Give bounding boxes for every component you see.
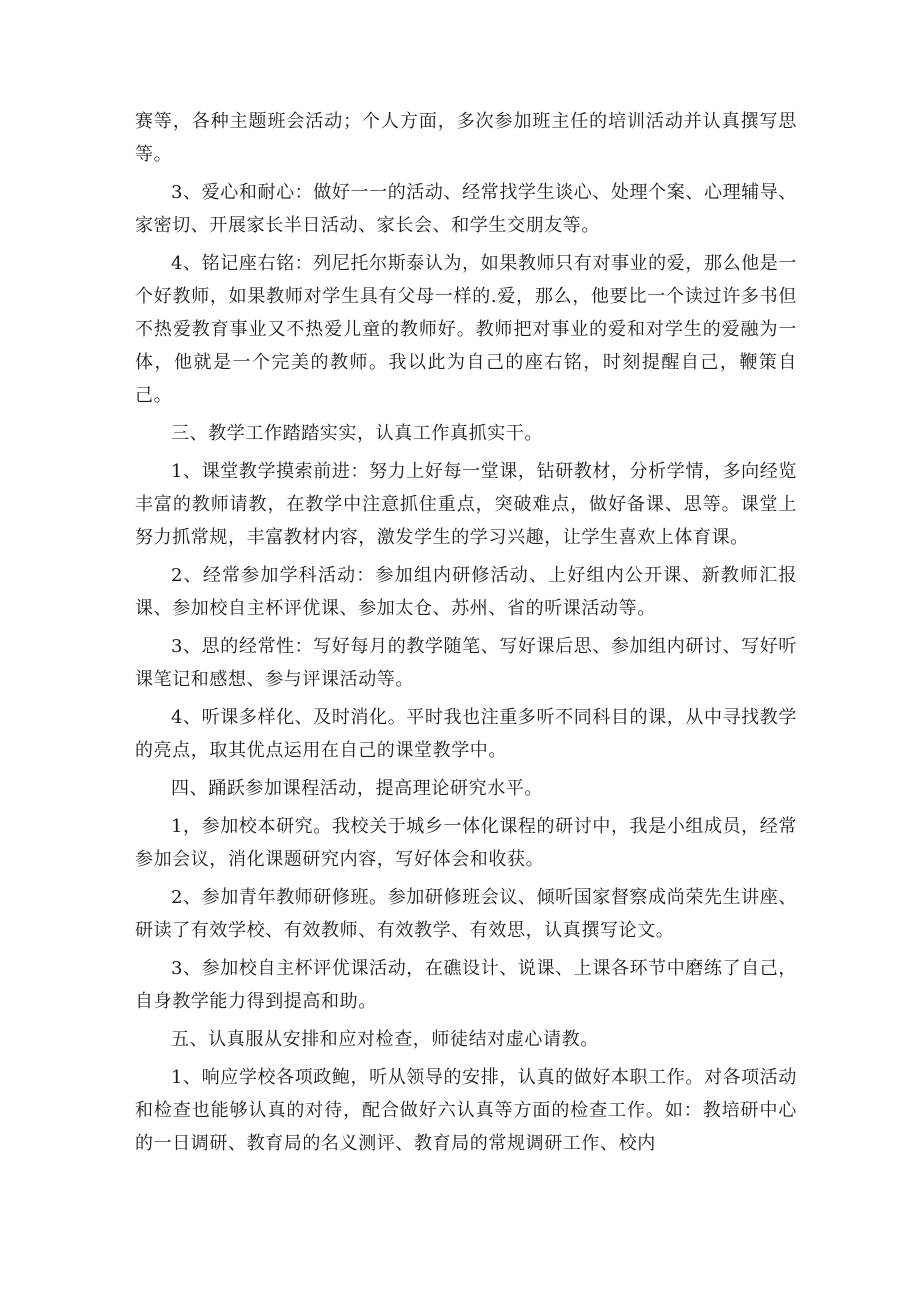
section-heading: 三、教学工作踏踏实实，认真工作真抓实干。 <box>171 423 543 444</box>
paragraph: 3、思的经常性：写好每月的教学随笔、写好课后思、参加组内研讨、写好听课笔记和感想、参与评课活动等。 <box>135 636 797 690</box>
paragraph: 2、经常参加学科活动：参加组内研修活动、上好组内公开课、新教师汇报课、参加校自主杯评优课、参加太仓、苏州、省的听课活动等。 <box>135 565 797 619</box>
paragraph: 1、响应学校各项政鲍，听从领导的安排，认真的做好本职工作。对各项活动和检查也能够认真的对待，配合做好六认真等方面的检查工作。如：教培研中心的一日调研、教育局的名义测评、教育局的常规调研工作、校内 <box>135 1067 797 1154</box>
paragraph: 2、参加青年教师研修班。参加研修班会议、倾听国家督察成尚荣先生讲座、研读了有效学校、有效教师、有效教学、有效思，认真撰写论文。 <box>135 887 797 941</box>
paragraph: 4、听课多样化、及时消化。平时我也注重多听不同科目的课，从中寻找教学的亮点，取其优点运用在自己的课堂教学中。 <box>135 707 797 761</box>
section-heading: 四、踊跃参加课程活动，提高理论研究水平。 <box>171 778 543 799</box>
paragraph: 3、参加校自主杯评优课活动，在礁设计、说课、上课各环节中磨练了自己，自身教学能力得到提高和助。 <box>135 958 797 1012</box>
document-page <box>135 105 797 1165</box>
paragraph: 赛等，各种主题班会活动；个人方面，多次参加班主任的培训活动并认真撰写思等。 <box>135 111 797 165</box>
paragraph: 3、爱心和耐心：做好一一的活动、经常找学生谈心、处理个案、心理辅导、家密切、开展家长半日活动、家长会、和学生交朋友等。 <box>135 182 797 236</box>
section-heading: 五、认真服从安排和应对检查，师徒结对虚心请教。 <box>171 1029 599 1050</box>
paragraph: 4、铭记座右铭：列尼托尔斯泰认为，如果教师只有对事业的爱，那么他是一个好教师，如果教师对学生具有父母一样的.爱，那么，他要比一个读过许多书但不热爱教育事业又不热爱儿童的教师好。教师把对事业的爱和对学生的爱融为一体，他就是一个完美的教师。我以此为自己的座右铭，时刻提醒自己，鞭策自己。 <box>135 253 797 406</box>
paragraph: 1，参加校本研究。我校关于城乡一体化课程的研讨中，我是小组成员，经常参加会议，消化课题研究内容，写好体会和收获。 <box>135 816 797 870</box>
paragraph: 1、课堂教学摸索前进：努力上好每一堂课，钻研教材，分析学情，多向经览丰富的教师请教，在教学中注意抓住重点，突破难点，做好备课、思等。课堂上努力抓常规，丰富教材内容，激发学生的学习兴趣，让学生喜欢上体育课。 <box>135 461 797 548</box>
